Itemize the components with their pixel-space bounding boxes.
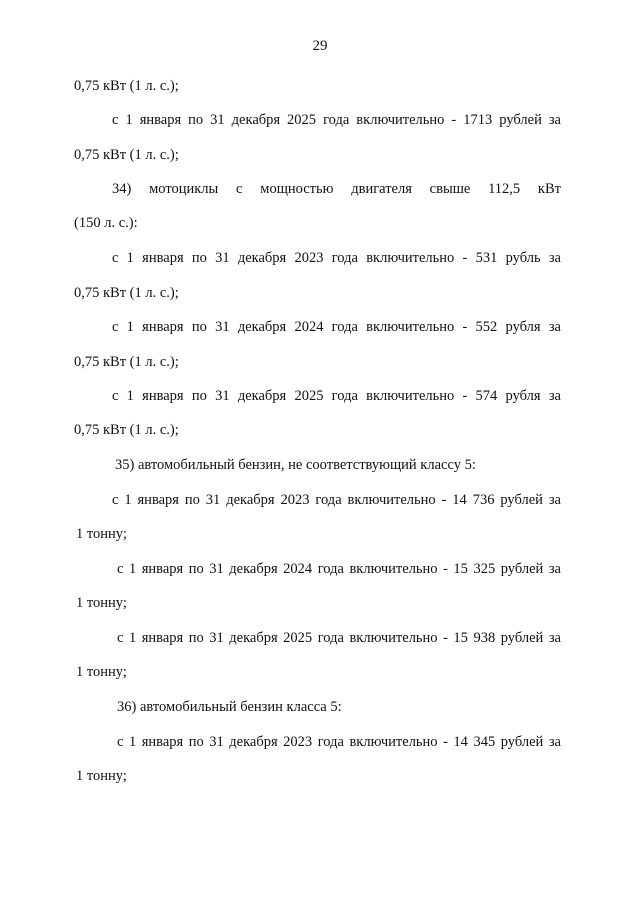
text-line: с 1 января по 31 декабря 2025 года включительно - 1713 рублей за bbox=[112, 112, 561, 128]
text-line: с 1 января по 31 декабря 2023 года включительно - 14 736 рублей за bbox=[112, 492, 561, 508]
page-number: 29 bbox=[312, 38, 328, 54]
text-line: 0,75 кВт (1 л. с.); bbox=[74, 78, 179, 94]
text-line: с 1 января по 31 декабря 2023 года включительно - 531 рубль за bbox=[112, 250, 561, 266]
text-line: 0,75 кВт (1 л. с.); bbox=[74, 285, 179, 301]
text-line: 1 тонну; bbox=[76, 768, 127, 784]
text-line: (150 л. с.): bbox=[74, 215, 138, 231]
list-item-35: 35) автомобильный бензин, не соответствующий классу 5: bbox=[115, 457, 476, 473]
list-item-34: 34) мотоциклы с мощностью двигателя свыше 112,5 кВт bbox=[112, 181, 561, 197]
text-line: с 1 января по 31 декабря 2023 года включительно - 14 345 рублей за bbox=[117, 734, 561, 750]
text-line: с 1 января по 31 декабря 2024 года включительно - 552 рубля за bbox=[112, 319, 561, 335]
text-line: 1 тонну; bbox=[76, 595, 127, 611]
text-line: 0,75 кВт (1 л. с.); bbox=[74, 422, 179, 438]
text-line: с 1 января по 31 декабря 2025 года включительно - 15 938 рублей за bbox=[117, 630, 561, 646]
text-line: с 1 января по 31 декабря 2025 года включительно - 574 рубля за bbox=[112, 388, 561, 404]
text-line: 0,75 кВт (1 л. с.); bbox=[74, 354, 179, 370]
text-line: 1 тонну; bbox=[76, 664, 127, 680]
list-item-36: 36) автомобильный бензин класса 5: bbox=[117, 699, 342, 715]
text-line: 1 тонну; bbox=[76, 526, 127, 542]
text-line: 0,75 кВт (1 л. с.); bbox=[74, 147, 179, 163]
text-line: с 1 января по 31 декабря 2024 года включительно - 15 325 рублей за bbox=[117, 561, 561, 577]
